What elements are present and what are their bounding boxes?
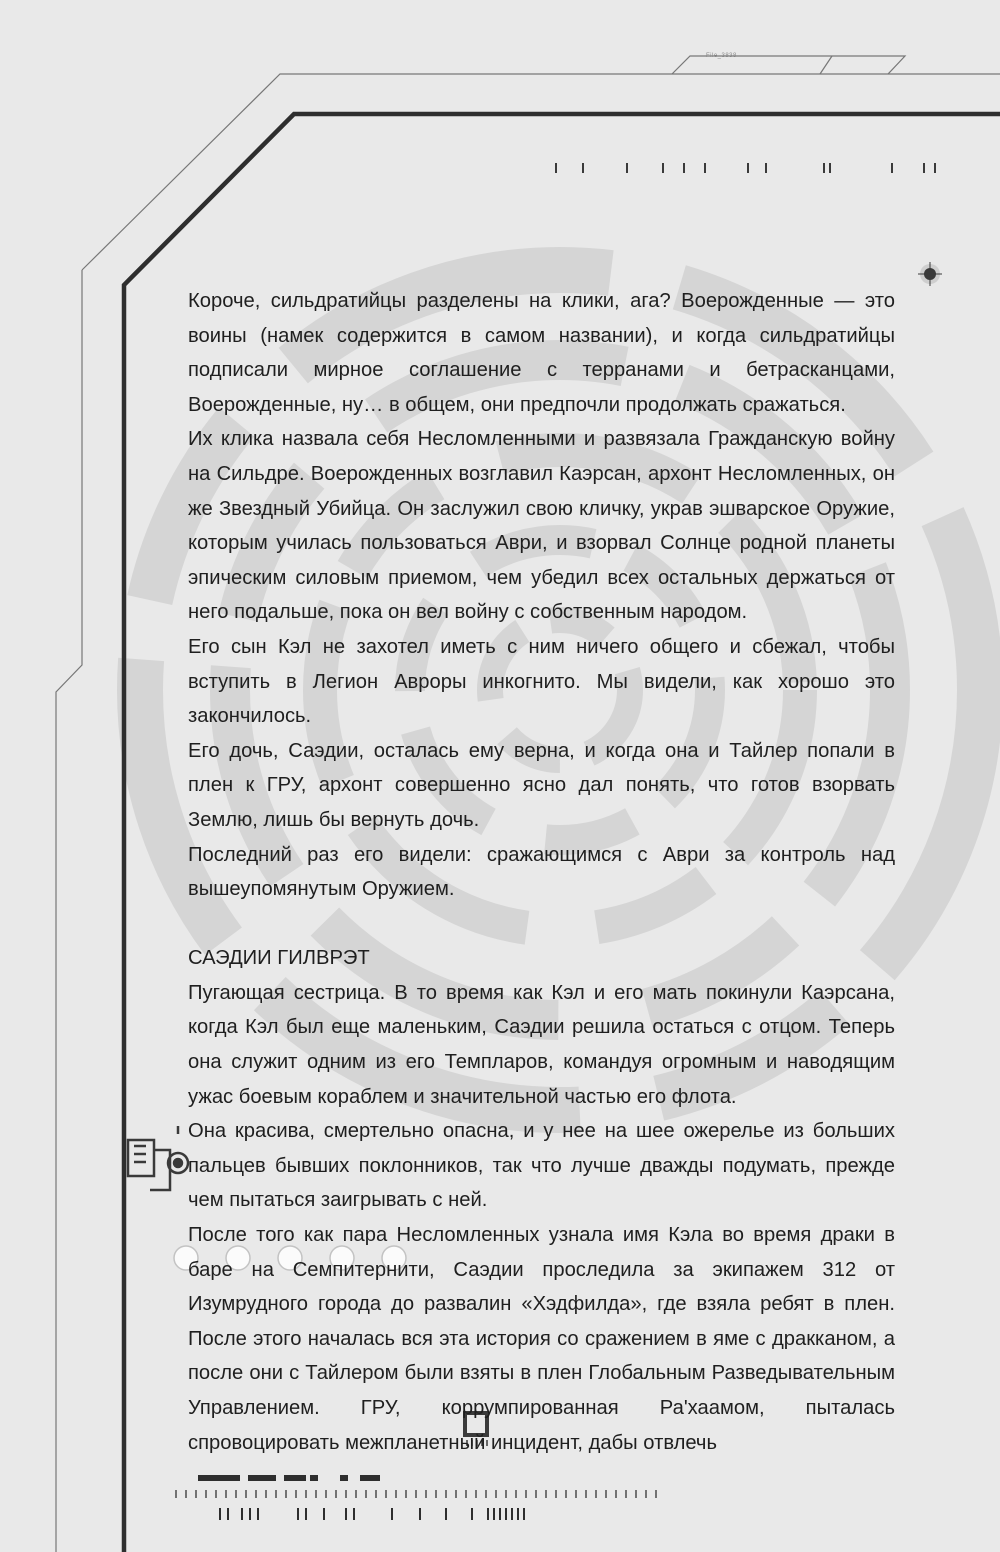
side-gadget-icon	[128, 1126, 188, 1190]
paragraph: Короче, сильдратийцы разделены на клики, ага? Воерожденные — это воины (намек содержится в самом названии), и когда сильдратийцы подписали мирное соглашение с терранами и бетрасканцами, Воерожденные, ну… в общем, они предпочли продолжать сражаться.	[188, 290, 895, 416]
paragraph: Его дочь, Саэдии, осталась ему верна, и когда она и Тайлер попали в плен к ГРУ, архонт совершенно ясно дал понять, что готов взорвать Землю, лишь бы вернуть дочь.	[188, 739, 895, 831]
bottom-tick-row	[176, 1490, 656, 1498]
file-label: File_3838	[706, 53, 737, 59]
paragraph: Пугающая сестрица. В то время как Кэл и его мать покинули Каэрсана, когда Кэл был еще маленьким, Саэдии решила остаться с отцом. Теперь она служит одним из его Темпларов, командуя огромным и наводящим ужас боевым кораблем и значительной частью его флота.	[188, 981, 895, 1108]
bottom-tick-groups	[220, 1508, 524, 1520]
paragraph: Она красива, смертельно опасна, и у нее на шее ожерелье из больших пальцев бывших поклонников, так что лучше дважды подумать, прежде чем пытаться заигрывать с ней.	[188, 1120, 895, 1212]
section-heading: САЭДИИ ГИЛВРЭТ	[188, 947, 370, 970]
bottom-barcode-bars	[198, 1475, 380, 1481]
paragraph: Последний раз его видели: сражающимся с Аври за контроль над вышеупомянутым Оружием.	[188, 843, 895, 901]
top-tick-marks	[556, 163, 935, 173]
body-text	[188, 284, 895, 1460]
crosshair-icon	[918, 262, 942, 286]
paragraph: Их клика назвала себя Несломленными и развязала Гражданскую войну на Сильдре. Воерожденных возглавил Каэрсан, архонт Несломленных, он же Звездный Убийца. Он заслужил свою кличку, украв эшварское Оружие, которым училась пользоваться Аври, и взорвал Солнце родной планеты эпическим силовым приемом, чем убедил всех остальных держаться от него подальше, пока он вел войну с собственным народом.	[188, 428, 895, 624]
paragraph: После того как пара Несломленных узнала имя Кэла во время драки в баре на Семпитернити, Саэдии проследила за экипажем 312 от Изумрудного города до развалин «Хэдфилда», где взяла ребят в плен. После этого началась вся эта история со сражением в яме с дракканом, а после они с Тайлером были взяты в плен Глобальным Разведывательным Управлением. ГРУ, коррумпированная Ра'хаамом, пыталась спровоцировать межпланетный инцидент, дабы отвлечь	[188, 1224, 895, 1454]
paragraph: Его сын Кэл не захотел иметь с ним ничего общего и сбежал, чтобы вступить в Легион Авроры инкогнито. Мы видели, как хорошо это закончилось.	[188, 635, 895, 728]
